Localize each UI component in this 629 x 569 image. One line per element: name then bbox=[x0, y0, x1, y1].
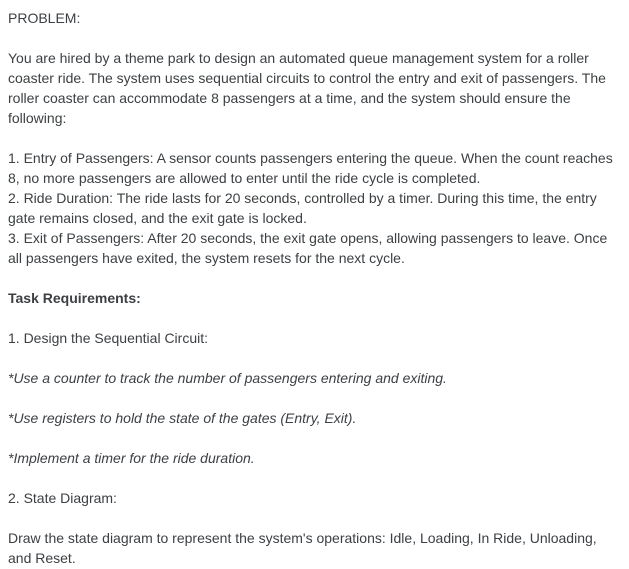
final-paragraph: Draw the state diagram to represent the system's operations: Idle, Loading, In Ride, Unloading, and Reset. bbox=[8, 530, 597, 566]
spacer bbox=[8, 428, 621, 448]
spacer bbox=[8, 508, 621, 528]
spacer bbox=[8, 348, 621, 368]
task-1-heading: 1. Design the Sequential Circuit: bbox=[8, 330, 208, 346]
bullet-timer: *Implement a timer for the ride duration. bbox=[8, 450, 255, 466]
bullet-counter: *Use a counter to track the number of passengers entering and exiting. bbox=[8, 370, 447, 386]
point-entry: 1. Entry of Passengers: A sensor counts passengers entering the queue. When the count reaches 8, no more passengers are allowed to enter until the ride cycle is completed. bbox=[8, 150, 613, 186]
spacer bbox=[8, 128, 621, 148]
spacer bbox=[8, 308, 621, 328]
point-exit: 3. Exit of Passengers: After 20 seconds, the exit gate opens, allowing passengers to leave. Once all passengers have exited, the system resets for the next cycle. bbox=[8, 230, 608, 266]
task-2-heading: 2. State Diagram: bbox=[8, 490, 117, 506]
spacer bbox=[8, 468, 621, 488]
task-heading: Task Requirements: bbox=[8, 290, 141, 306]
spacer bbox=[8, 388, 621, 408]
spacer bbox=[8, 268, 621, 288]
problem-label: PROBLEM: bbox=[8, 10, 81, 26]
spacer bbox=[8, 28, 621, 48]
point-ride-duration: 2. Ride Duration: The ride lasts for 20 seconds, controlled by a timer. During this time, the entry gate remains closed, and the exit gate is locked. bbox=[8, 190, 597, 226]
bullet-registers: *Use registers to hold the state of the gates (Entry, Exit). bbox=[8, 410, 357, 426]
intro-paragraph: You are hired by a theme park to design an automated queue management system for a roller coaster ride. The system uses sequential circuits to control the entry and exit of passengers. The roller coaster can accommodate 8 passengers at a time, and the system should ensure the following: bbox=[8, 50, 606, 126]
